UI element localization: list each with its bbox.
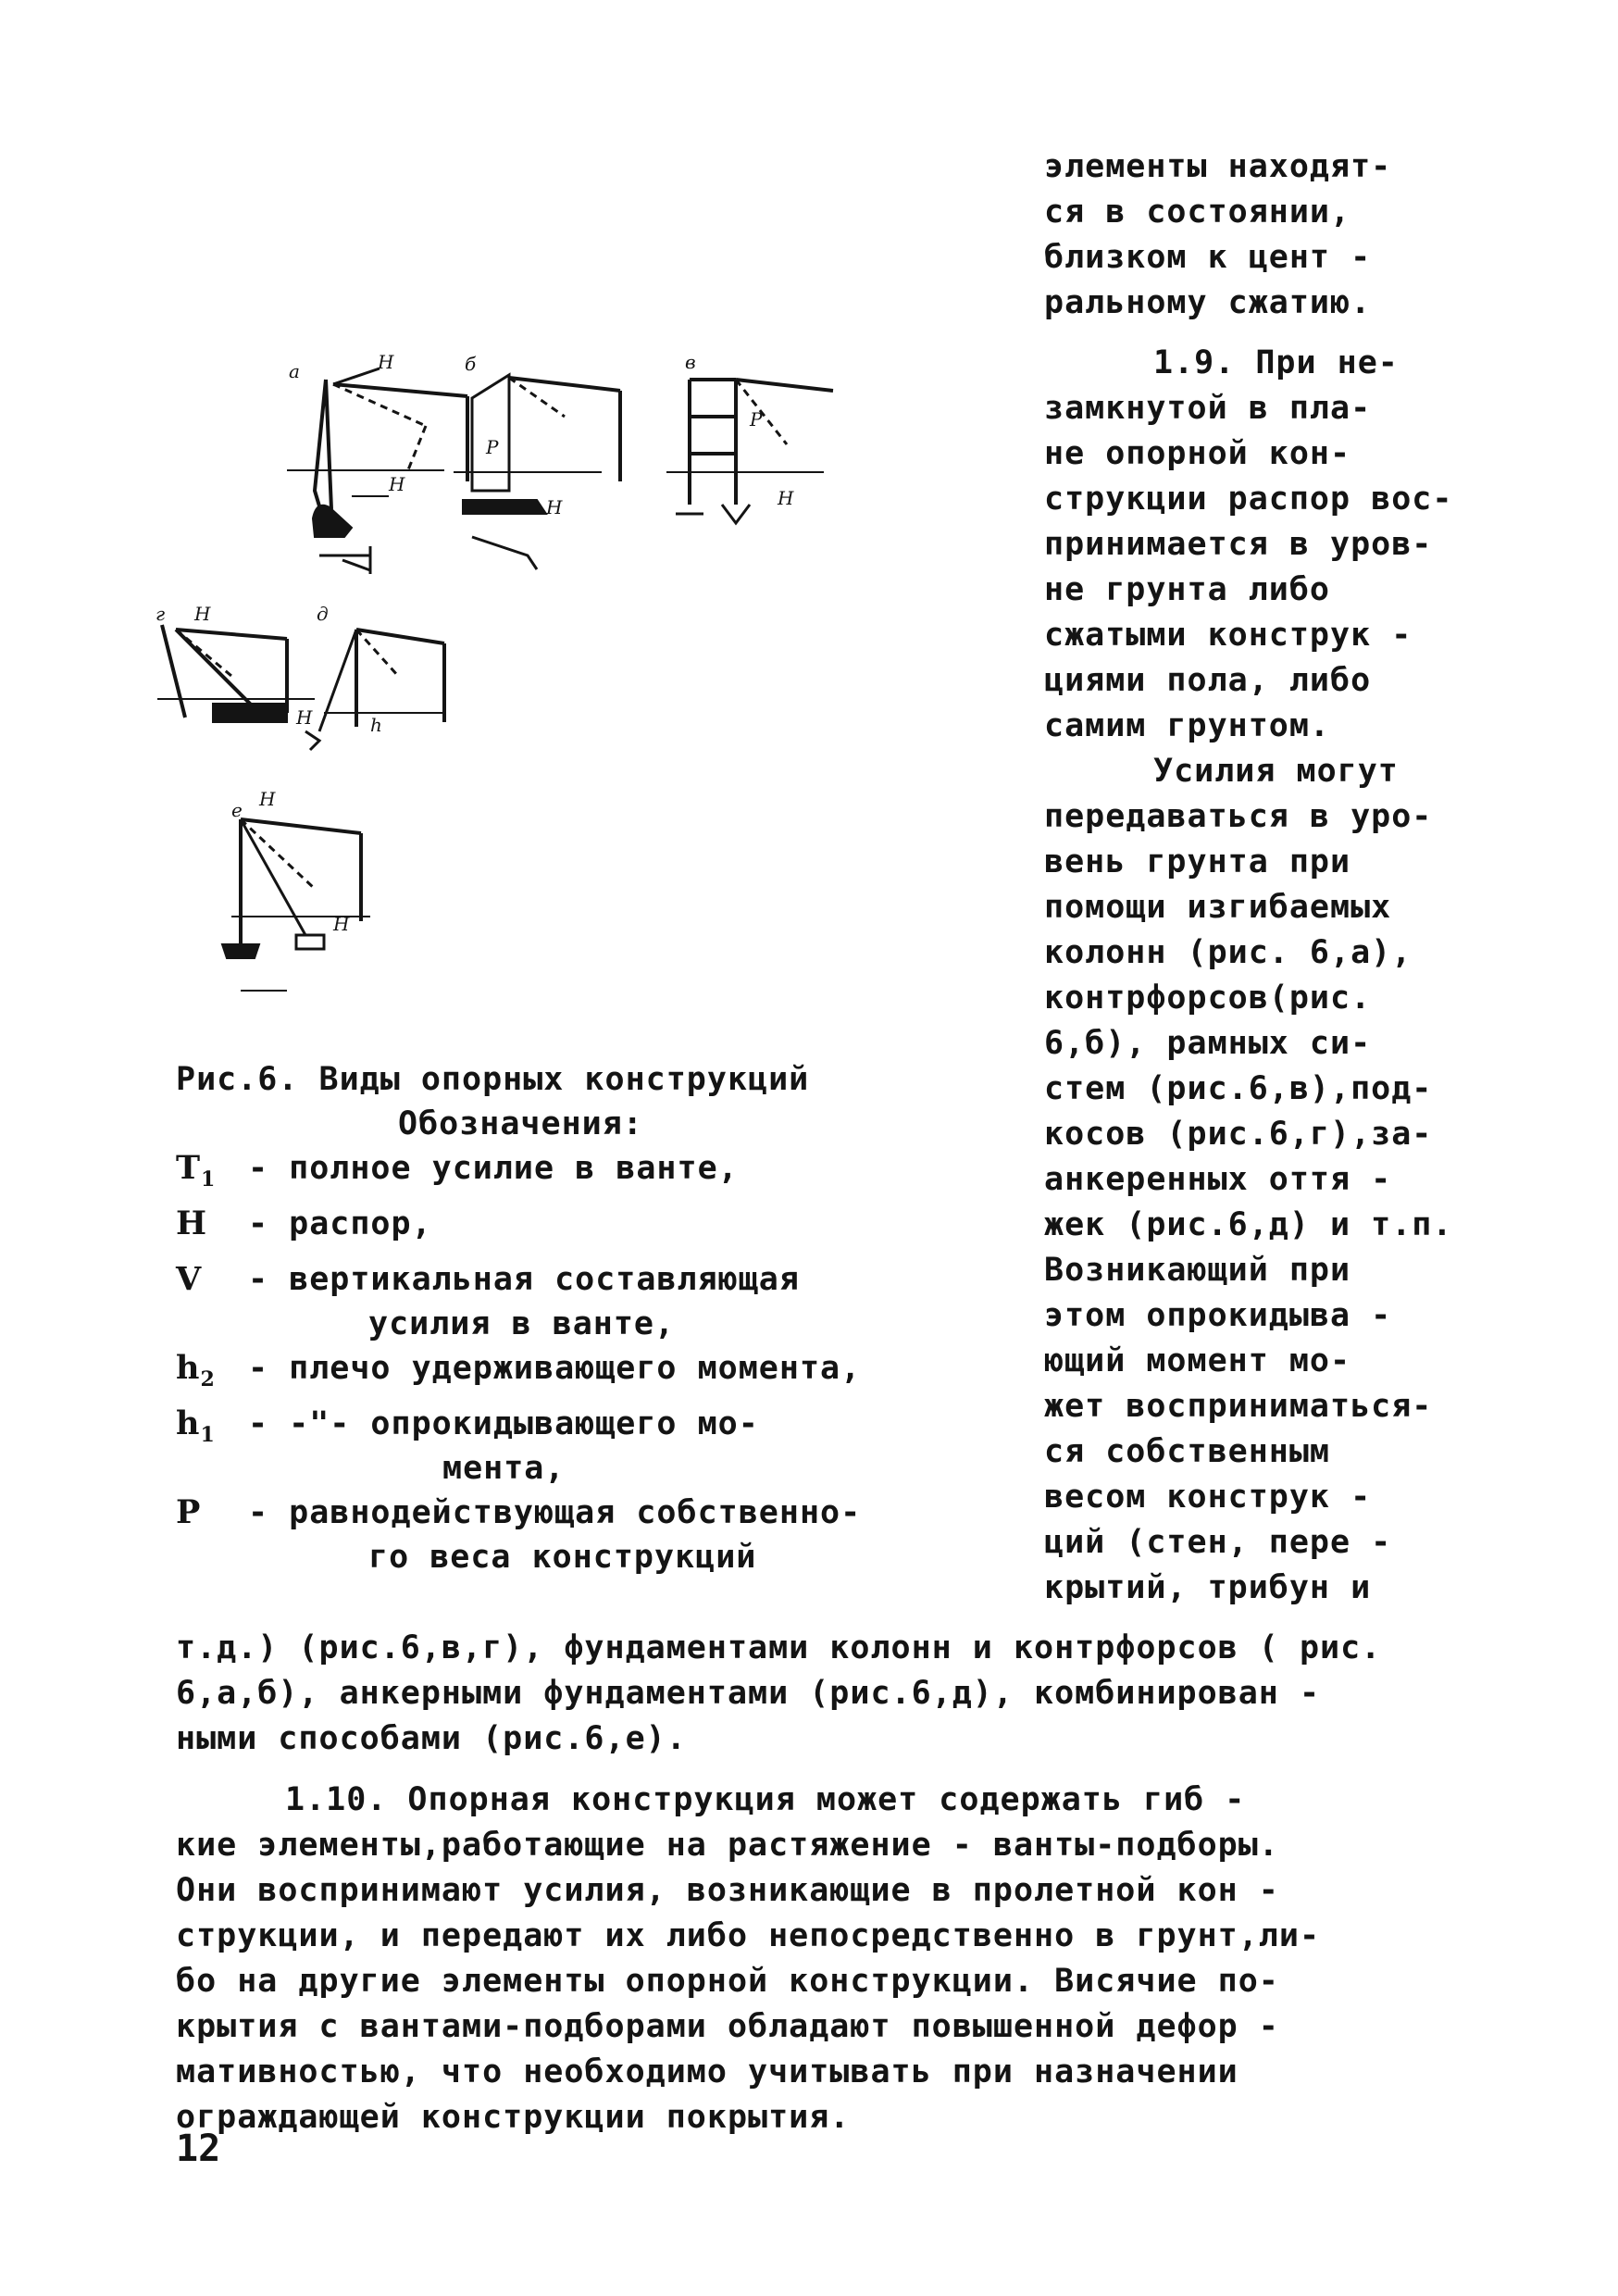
text-line: передаваться в уро- xyxy=(1044,798,1433,835)
text-line: Возникающий при xyxy=(1044,1252,1351,1289)
diagram-v xyxy=(666,351,833,523)
text-line: помощи изгибаемых xyxy=(1044,889,1392,926)
legend-item: H - распор, xyxy=(176,1204,432,1242)
diagram-d xyxy=(305,603,444,750)
text-line: контрфорсов(рис. xyxy=(1044,980,1372,1017)
text-line: косов (рис.6,г),за- xyxy=(1044,1116,1433,1153)
fig-label-d: д xyxy=(317,603,329,625)
text-line: весом конструк - xyxy=(1044,1479,1372,1516)
fig-label-g: г xyxy=(156,603,166,625)
text-line: мативностью, что необходимо учитывать при назначении xyxy=(176,2053,1238,2090)
fig-letter: H xyxy=(389,473,405,495)
text-line: ограждающей конструкции покрытия. xyxy=(176,2099,851,2136)
fig-label-v: в xyxy=(685,351,696,373)
fig-label-a: а xyxy=(289,360,300,382)
caption-title: Рис.6. Виды опорных конструкций xyxy=(176,1061,810,1098)
figure-caption xyxy=(176,1057,990,1579)
diagram-b xyxy=(454,353,620,569)
text-line: принимается в уров- xyxy=(1044,526,1433,563)
text-line: элементы находят- xyxy=(1044,148,1392,185)
legend-item: V - вертикальная составляющая усилия в ванте, xyxy=(176,1260,800,1342)
text-line: ся собственным xyxy=(1044,1433,1331,1470)
text-line: струкции, и передают их либо непосредственно в грунт,ли- xyxy=(176,1917,1321,1954)
text-line: крытия с вантами-подборами обладают повышенной дефор - xyxy=(176,2008,1279,2045)
text-line: не опорной кон- xyxy=(1044,435,1351,472)
fig-label-e: е xyxy=(231,799,243,821)
text-line: циями пола, либо xyxy=(1044,662,1372,699)
text-line: Они воспринимают усилия, возникающие в пролетной кон - xyxy=(176,1872,1279,1909)
text-line: 6,а,б), анкерными фундаментами (рис.6,д), комбинирован - xyxy=(176,1675,1321,1712)
legend-item: $T_1$ - полное усилие в ванте, xyxy=(176,1149,739,1192)
text-line: ральному сжатию. xyxy=(1044,284,1372,321)
fig-label-b: б xyxy=(465,353,477,375)
text-line: самим грунтом. xyxy=(1044,707,1331,744)
text-line: ющий момент мо- xyxy=(1044,1342,1351,1379)
fig-letter: P xyxy=(486,436,499,458)
text-line: кие элементы,работающие на растяжение - ванты-подборы. xyxy=(176,1827,1279,1864)
diagram-a xyxy=(287,351,467,574)
text-line: ций (стен, пере - xyxy=(1044,1524,1392,1561)
text-line: т.д.) (рис.6,в,г), фундаментами колонн и контрфорсов ( рис. xyxy=(176,1629,1382,1666)
right-column-text xyxy=(1044,144,1479,1611)
text-line: вень грунта при xyxy=(1044,843,1351,880)
text-line: близком к цент - xyxy=(1044,239,1372,276)
text-line: замкнутой в пла- xyxy=(1044,390,1372,427)
text-line: колонн (рис. 6,а), xyxy=(1044,934,1413,971)
text-line: стем (рис.6,в),под- xyxy=(1044,1070,1433,1107)
text-line: ся в состоянии, xyxy=(1044,193,1351,231)
text-line: 1.9. При не- xyxy=(1153,344,1399,381)
diagram-e xyxy=(222,788,370,991)
continuation-text xyxy=(176,1626,1462,1762)
legend-item: $h_2$ - плечо удерживающего момента, xyxy=(176,1349,862,1391)
text-line: этом опрокидыва - xyxy=(1044,1297,1392,1334)
figure-support-structures xyxy=(156,343,972,1009)
paragraph-1-10 xyxy=(176,1778,1462,2140)
fig-letter: H xyxy=(546,496,563,518)
fig-letter: P xyxy=(750,408,763,430)
text-line: жек (рис.6,д) и т.п. xyxy=(1044,1206,1453,1243)
legend-item: P - равнодействующая собственно- го веса конструкций xyxy=(176,1493,862,1576)
text-line: жет восприниматься- xyxy=(1044,1388,1433,1425)
legend-list xyxy=(176,1146,990,1579)
fig-letter: H xyxy=(778,487,794,509)
text-line: анкеренных оття - xyxy=(1044,1161,1392,1198)
fig-letter: H xyxy=(378,351,394,373)
text-line: сжатыми конструк - xyxy=(1044,617,1413,654)
legend-item: $h_1$ - -"- опрокидывающего мо- мента, xyxy=(176,1404,759,1487)
fig-letter: H xyxy=(333,913,350,935)
text-line: 6,б), рамных си- xyxy=(1044,1025,1372,1062)
text-line: Усилия могут xyxy=(1153,753,1399,790)
text-line: бо на другие элементы опорной конструкции. Висячие по- xyxy=(176,1963,1279,2000)
fig-letter: H xyxy=(259,788,276,810)
fig-letter: h xyxy=(370,714,382,736)
text-line: не грунта либо xyxy=(1044,571,1331,608)
text-line: струкции распор вос- xyxy=(1044,480,1453,518)
diagram-g xyxy=(156,603,315,729)
caption-subtitle: Обозначения: xyxy=(398,1105,643,1142)
fig-letter: H xyxy=(296,706,313,729)
text-line: 1.10. Опорная конструкция может содержать гиб - xyxy=(285,1781,1246,1818)
text-line: ными способами (рис.6,е). xyxy=(176,1720,687,1757)
text-line: крытий, трибун и xyxy=(1044,1569,1372,1606)
fig-letter: H xyxy=(194,603,211,625)
page-number: 12 xyxy=(176,2128,221,2170)
